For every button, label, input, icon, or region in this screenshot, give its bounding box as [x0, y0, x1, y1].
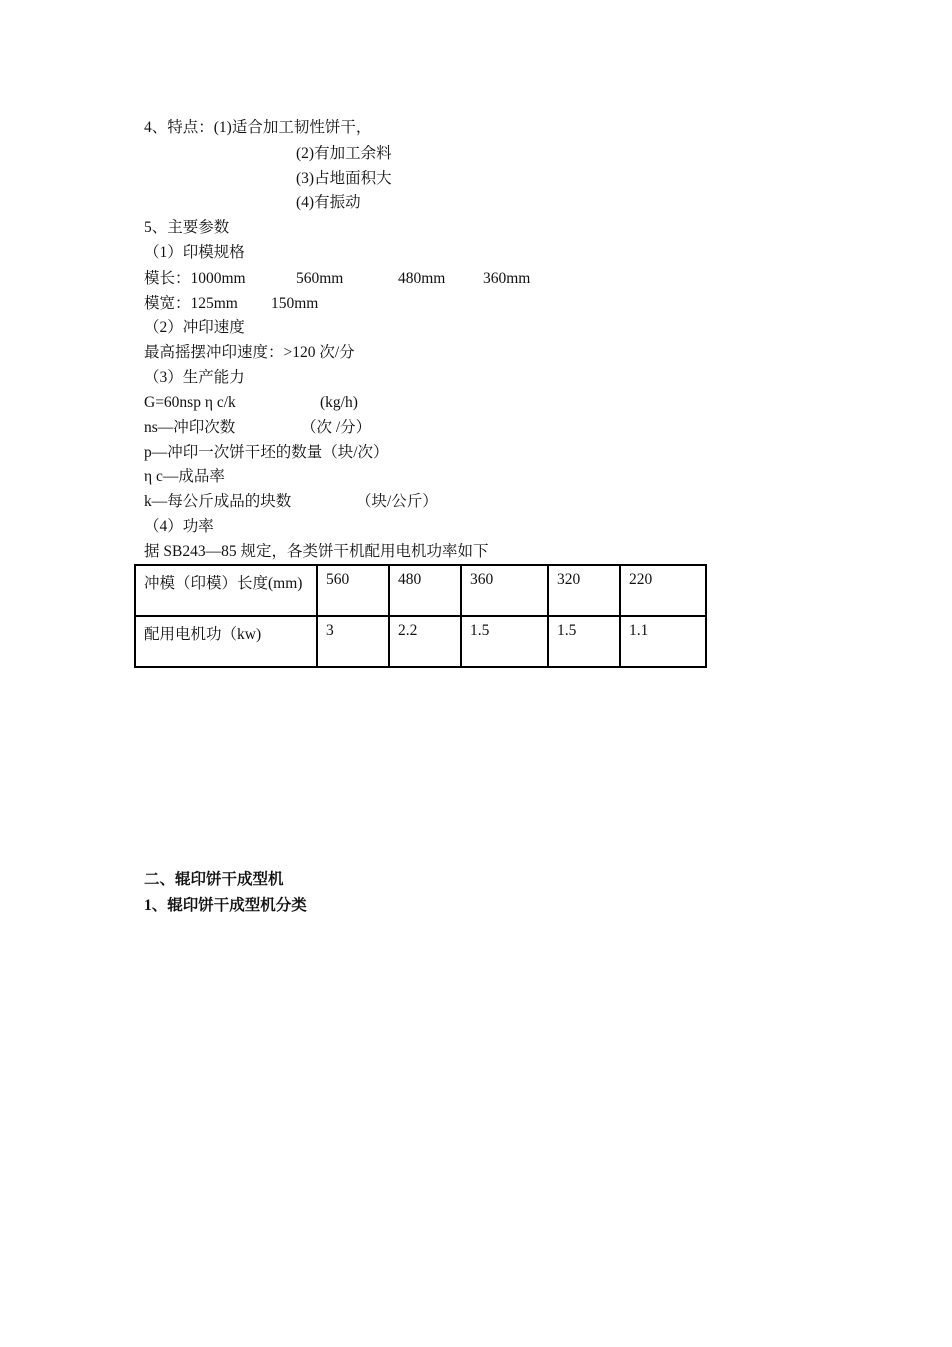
- table-cell: 320: [548, 565, 620, 616]
- table-row: [135, 565, 706, 616]
- params-sub1: （1）印模规格: [144, 244, 245, 261]
- capacity-formula: G=60nsp η c/k: [144, 394, 236, 411]
- length-480: 480mm: [398, 270, 446, 287]
- ns-definition: ns—冲印次数: [144, 419, 236, 436]
- p-definition: p—冲印一次饼干坯的数量（块/次）: [144, 444, 389, 461]
- length-560: 560mm: [296, 270, 344, 287]
- feature-item-2: (2)有加工余料: [296, 145, 392, 162]
- table-cell: 2.2: [389, 616, 461, 667]
- section2-sub1: 1、辊印饼干成型机分类: [144, 897, 307, 914]
- power-table: [134, 564, 707, 668]
- length-360: 360mm: [483, 270, 531, 287]
- table-cell: 3: [317, 616, 389, 667]
- table-cell: 480: [389, 565, 461, 616]
- table-cell: 1.1: [620, 616, 706, 667]
- section2-title: 二、辊印饼干成型机: [144, 871, 284, 888]
- speed-line: 最高摇摆冲印速度：>120 次/分: [144, 344, 355, 361]
- k-definition: k—每公斤成品的块数: [144, 493, 292, 510]
- length-label: 模长：1000mm: [144, 270, 246, 287]
- feature-item-4: (4)有振动: [296, 194, 361, 211]
- params-heading: 5、主要参数: [144, 219, 230, 236]
- features-heading: 4、特点：(1)适合加工韧性饼干，: [144, 119, 372, 136]
- table-cell: 560: [317, 565, 389, 616]
- table-cell: 1.5: [461, 616, 548, 667]
- power-intro: 据 SB243—85 规定，各类饼干机配用电机功率如下: [144, 543, 489, 560]
- table-cell: 220: [620, 565, 706, 616]
- capacity-formula-unit: (kg/h): [320, 394, 358, 411]
- params-sub2: （2）冲印速度: [144, 319, 245, 336]
- ns-unit: （次 /分）: [301, 419, 372, 436]
- table-cell: 冲模（印模）长度(mm): [135, 565, 317, 616]
- table-cell: 1.5: [548, 616, 620, 667]
- table-cell: 360: [461, 565, 548, 616]
- table-row: [135, 616, 706, 667]
- feature-item-3: (3)占地面积大: [296, 170, 392, 187]
- k-unit: （块/公斤）: [356, 493, 438, 510]
- width-label: 模宽：125mm: [144, 295, 238, 312]
- table-cell: 配用电机功（kw): [135, 616, 317, 667]
- eta-definition: η c—成品率: [144, 468, 225, 485]
- params-sub4: （4）功率: [144, 518, 214, 535]
- width-150: 150mm: [271, 295, 319, 312]
- params-sub3: （3）生产能力: [144, 369, 245, 386]
